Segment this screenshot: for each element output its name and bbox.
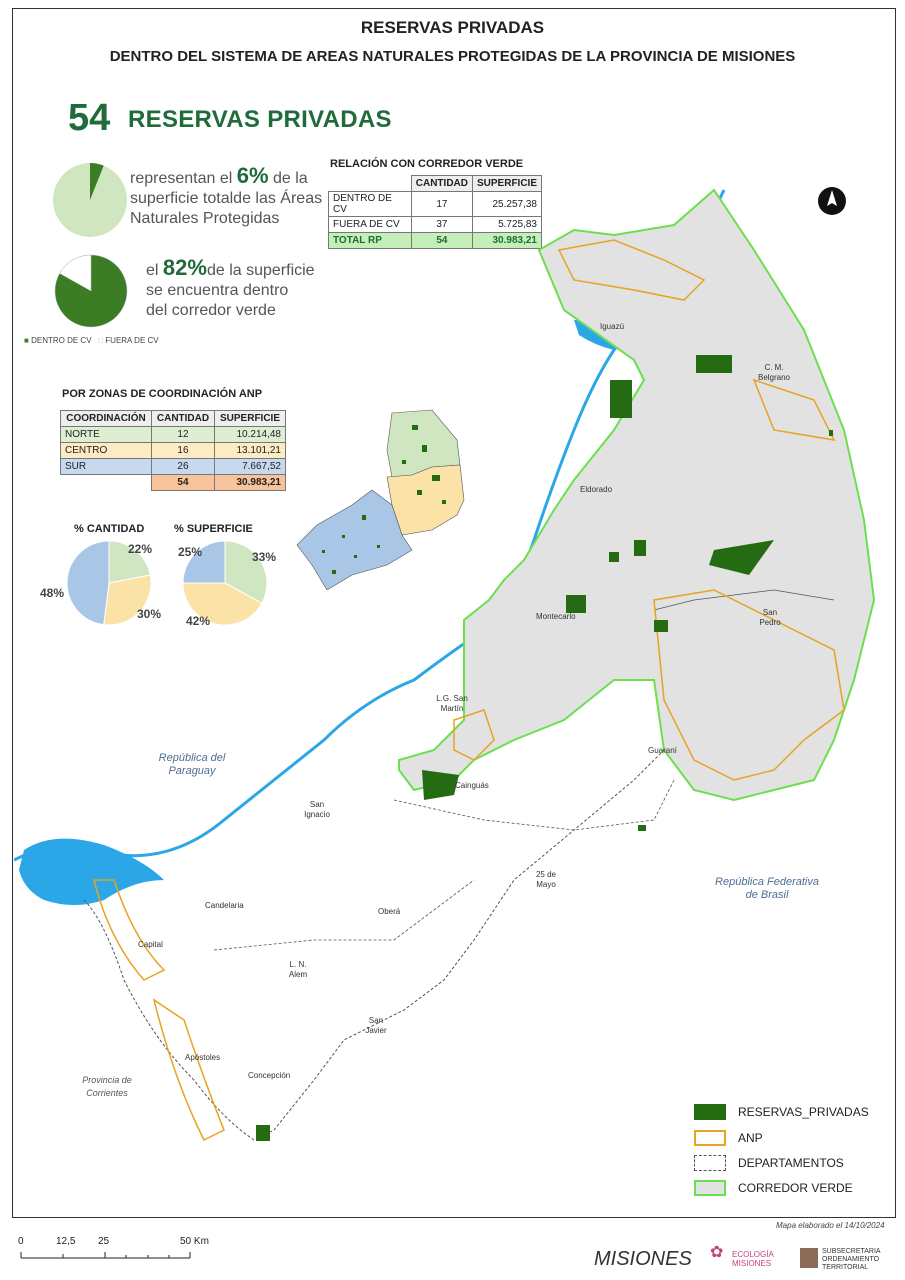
label-eldorado: Eldorado: [580, 485, 613, 494]
subsecretaria-logo: SUBSECRETARIA ORDENAMIENTO TERRITORIAL: [800, 1248, 905, 1272]
corredor-table-title: RELACIÓN CON CORREDOR VERDE: [330, 158, 524, 170]
label-candelaria: Candelaria: [205, 901, 244, 910]
pie-legend: ■ DENTRO DE CV □ FUERA DE CV: [24, 336, 159, 345]
table-row: TOTAL RP 54 30.983,21: [329, 233, 542, 249]
scale-tick-3: 50 Km: [180, 1236, 209, 1247]
headline-count: 54: [68, 97, 111, 139]
pie-cantidad-label-centro: 30%: [137, 607, 162, 621]
label-san-ignacio: San Ignacio: [304, 800, 330, 819]
label-corrientes: Provincia de Corrientes: [82, 1075, 132, 1098]
label-montecarlo: Montecarlo: [536, 612, 576, 621]
pie-cantidad-label-sur: 48%: [40, 586, 65, 600]
ecologia-logo: ✿ ECOLOGÍA MISIONES: [710, 1244, 774, 1268]
label-concepcion: Concepción: [248, 1071, 291, 1080]
reservoir: [19, 839, 164, 905]
label-guarani: Guaraní: [648, 746, 677, 755]
label-brasil: República Federativa de Brasil: [715, 876, 819, 901]
table-row: DENTRO DE CV 17 25.257,38: [329, 192, 542, 217]
table-row: 54 30.983,21: [61, 475, 286, 491]
label-capital: Capital: [138, 940, 163, 949]
headline-label: RESERVAS PRIVADAS: [128, 106, 392, 133]
map-subtitle: DENTRO DEL SISTEMA DE AREAS NATURALES PROTEGIDAS DE LA PROVINCIA DE MISIONES: [109, 48, 796, 65]
zonas-table-title: POR ZONAS DE COORDINACIÓN ANP: [62, 388, 263, 400]
table-row: FUERA DE CV 37 5.725,83: [329, 217, 542, 233]
north-arrow-icon: [817, 186, 847, 216]
table-row: NORTE 12 10.214,48: [61, 427, 286, 443]
label-cainguas: Cainguás: [455, 781, 489, 790]
stat-corredor-share: el 82%de la superficie se encuentra dentro del corredor verde: [146, 255, 315, 319]
label-apostoles: Apóstoles: [185, 1053, 221, 1062]
scale-tick-2: 25: [98, 1236, 110, 1247]
label-iguazu: Iguazú: [600, 322, 625, 331]
legend-departamentos: DEPARTAMENTOS: [694, 1155, 844, 1171]
pie-superficie-label-norte: 33%: [252, 550, 277, 564]
legend-anp: ANP: [694, 1130, 763, 1146]
scale-tick-1: 12,5: [56, 1236, 76, 1247]
label-25-de-mayo: 25 de Mayo: [535, 870, 557, 889]
stat-anp-share: representan el 6% de la superficie totalde las Áreas Naturales Protegidas: [130, 163, 323, 227]
scale-bar: [20, 1250, 200, 1260]
label-san-pedro: San Pedro: [759, 608, 781, 627]
table-row: CENTRO 16 13.101,21: [61, 443, 286, 459]
zonas-table: COORDINACIÓN CANTIDAD SUPERFICIE NORTE 12 10.214,48 CENTRO 16 13.101,21 SUR 26 7.667,52 54 30.983,21: [60, 410, 286, 491]
label-paraguay: República del Paraguay: [158, 752, 226, 777]
pie-superficie-label-centro: 42%: [186, 614, 211, 628]
label-san-javier: San Javier: [365, 1016, 387, 1035]
label-ln-alem: L. N. Alem: [288, 960, 308, 979]
label-obera: Oberá: [378, 907, 401, 916]
date-note: Mapa elaborado el 14/10/2024: [776, 1221, 885, 1230]
map-title: RESERVAS PRIVADAS: [360, 18, 545, 37]
legend-reservas: RESERVAS_PRIVADAS: [694, 1104, 869, 1120]
pie-superficie-title: % SUPERFICIE: [174, 523, 253, 535]
legend-corredor: CORREDOR VERDE: [694, 1180, 853, 1196]
pie-cantidad-title: % CANTIDAD: [74, 523, 145, 535]
pie-cantidad-label-norte: 22%: [128, 542, 153, 556]
pie-superficie-label-sur: 25%: [178, 545, 203, 559]
misiones-logo: MISIONES: [594, 1248, 692, 1270]
label-lg-san-martin: L.G. San Martín: [436, 694, 468, 713]
label-cm-belgrano: C. M. Belgrano: [757, 363, 791, 382]
table-row: SUR 26 7.667,52: [61, 459, 286, 475]
corredor-table: CANTIDAD SUPERFICIE DENTRO DE CV 17 25.257,38 FUERA DE CV 37 5.725,83 TOTAL RP 54 30.983,21: [328, 175, 542, 249]
scale-tick-0: 0: [18, 1236, 24, 1247]
